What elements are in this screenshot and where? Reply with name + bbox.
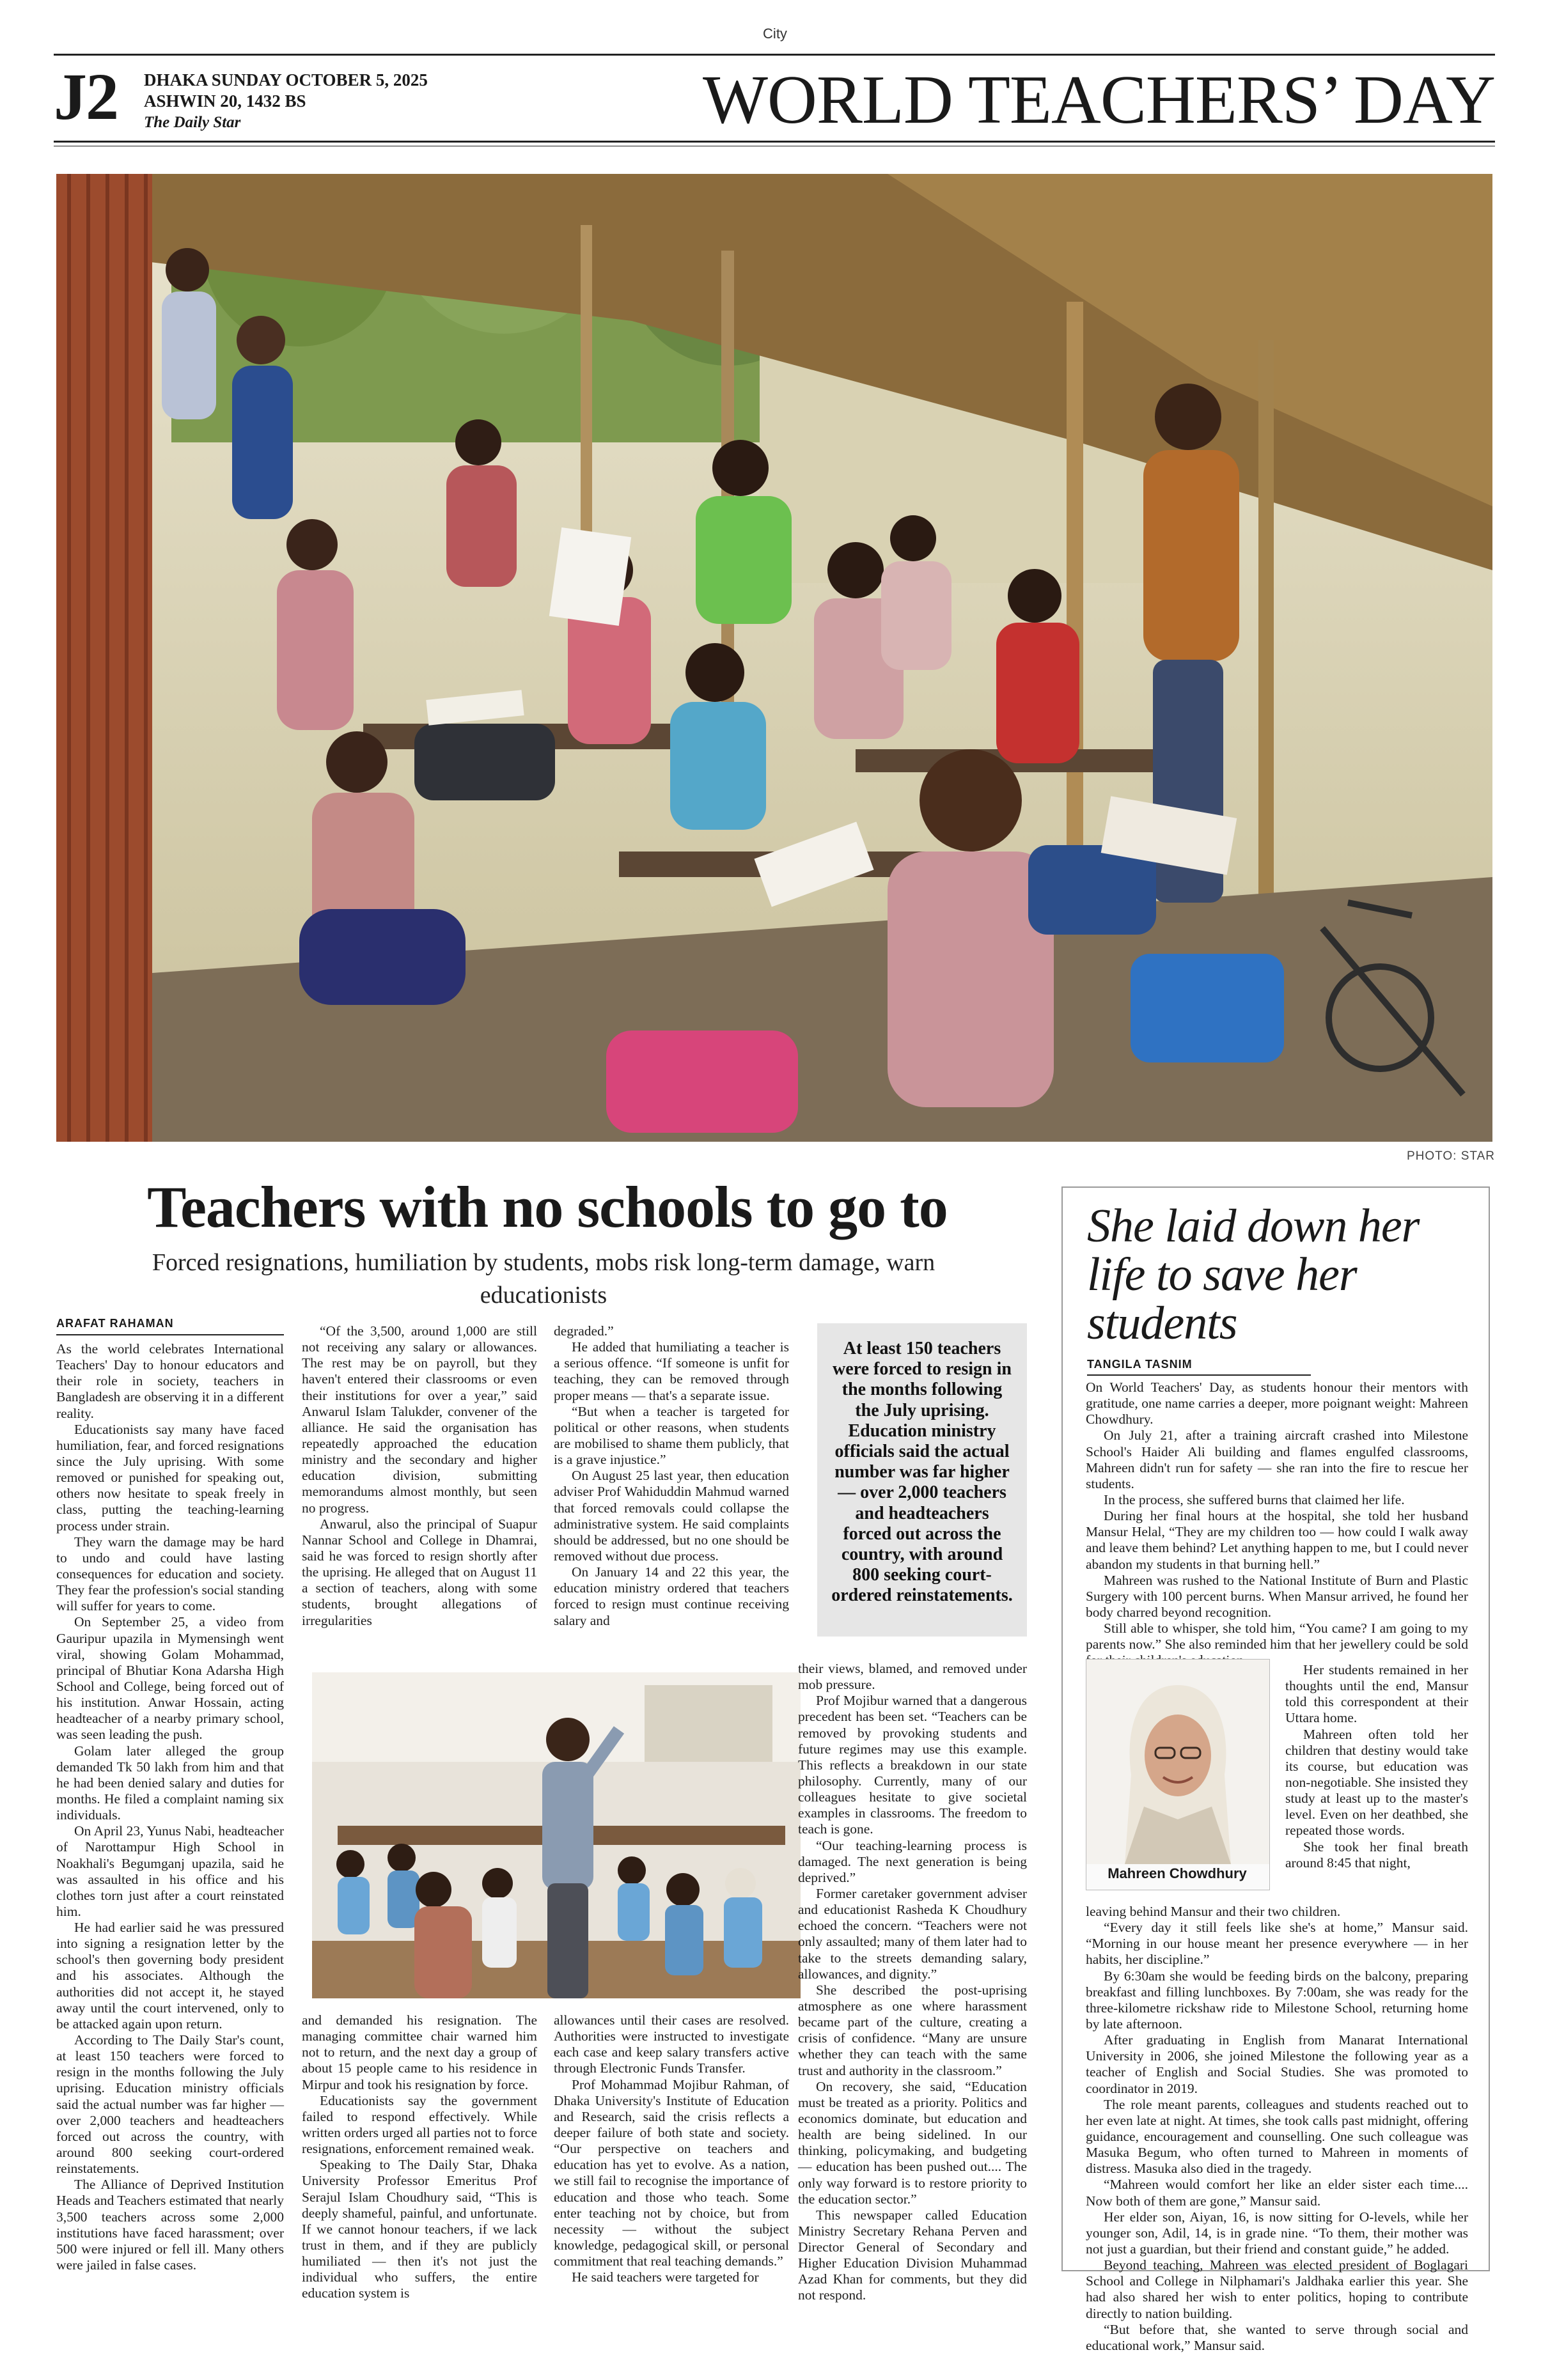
sidebar-paragraph: Mahreen was rushed to the National Institute of Burn and Plastic Surgery with 100 percent burns. When Mansur arrived, he found her body charred beyond recognition. <box>1086 1572 1468 1620</box>
masthead-logo: The Daily Star <box>144 114 241 131</box>
article-paragraph: They warn the damage may be hard to undo and could have lasting consequences for education and society. They fear the profession's social standing will suffer for years to come. <box>56 1534 284 1614</box>
byline-rule <box>56 1334 284 1335</box>
sidebar-byline-rule <box>1087 1374 1311 1376</box>
sidebar-column-bottom <box>1086 1904 1468 2354</box>
article-paragraph: Speaking to The Daily Star, Dhaka University Professor Emeritus Prof Serajul Islam Choudhury said, “This is deeply shameful, painful, and unfortunate. If we cannot honour teachers, if we lack trust in them, and if they are publicly humiliated — then it's not just the individual who suffers, the entire education system is <box>302 2157 537 2301</box>
inset-photo-teacher-classroom <box>312 1672 801 1998</box>
article-headline: Teachers with no schools to go to <box>147 1174 948 1240</box>
sidebar-paragraph: Her students remained in her thoughts until the end, Mansur told this correspondent at their Uttara home. <box>1285 1662 1468 1726</box>
sidebar-paragraph: “But before that, she wanted to serve through social and educational work,” Mansur said. <box>1086 2321 1468 2353</box>
header-top-rule <box>54 54 1495 56</box>
pull-quote: At least 150 teachers were forced to resign in the months following the July uprising. Education ministry officials said the actual number was far higher — over 2,000 teachers and headteachers forced out across the country, with around 800 seeking court-ordered reinstatements. <box>817 1323 1027 1637</box>
article-paragraph: According to The Daily Star's count, at least 150 teachers were forced to resign in the months following the July uprising. Education ministry officials said the actual number was far higher — over 2,000 teachers and headteachers forced out across the country, with around 800 seeking court-ordered reinstatements. <box>56 2032 284 2177</box>
header-bottom-rule <box>54 141 1495 143</box>
sidebar-paragraph: The role meant parents, colleagues and students reached out to her even late at night. At times, she took calls past midnight, offering guidance, encouragement and counselling. One such colleague was Masuka Begum, who often turned to Mahreen in moments of distress. Masuka also died in the tragedy. <box>1086 2096 1468 2177</box>
sidebar-paragraph: Mahreen often told her children that destiny would take its course, but education was non-negotiable. She insisted they study at least up to the master's level. Even on her deathbed, she repeated those words. <box>1285 1726 1468 1839</box>
article-column-2-bottom <box>302 2012 537 2302</box>
article-paragraph: On August 25 last year, then education adviser Prof Wahiduddin Mahmud warned that forced removals could collapse the administrative system. He said complaints should be addressed, but no one should be removed without due process. <box>554 1468 789 1564</box>
article-paragraph: Golam later alleged the group demanded Tk 50 lakh from him and that he had been denied salary and duties for months. He filed a complaint naming six individuals. <box>56 1743 284 1823</box>
sidebar-paragraph: “Every day it still feels like she's at home,” Mansur said. “Morning in our house meant her presence everywhere — in her habits, her discipline.” <box>1086 1920 1468 1968</box>
portrait-caption: Mahreen Chowdhury <box>1108 1865 1247 1881</box>
page-title: WORLD TEACHERS’ DAY <box>702 62 1495 138</box>
sidebar-paragraph: On World Teachers' Day, as students honour their mentors with gratitude, one name carries a deeper, more poignant weight: Mahreen Chowdhury. <box>1086 1380 1468 1427</box>
article-paragraph: their views, blamed, and removed under mob pressure. <box>798 1661 1027 1693</box>
sidebar-column-side <box>1285 1662 1468 1871</box>
article-paragraph: “But when a teacher is targeted for political or other reasons, when students are mobilised to shame them publicly, that is a grave injustice.” <box>554 1403 789 1468</box>
sidebar-headline: She laid down her life to save her students <box>1087 1200 1420 1350</box>
sidebar-paragraph: leaving behind Mansur and their two children. <box>1086 1904 1341 1919</box>
sidebar-paragraph: Her elder son, Aiyan, 16, is now sitting for O-levels, while her younger son, Adil, 14, is in grade nine. “To them, their mother was not just a guardian, but their friend and constant guide,” he added. <box>1086 2209 1468 2257</box>
sidebar-byline: TANGILA TASNIM <box>1087 1358 1193 1371</box>
article-byline: ARAFAT RAHAMAN <box>56 1317 174 1330</box>
article-column-3-bottom <box>554 2012 789 2285</box>
article-paragraph: On January 14 and 22 this year, the education ministry ordered that teachers forced to resign must continue receiving salary and <box>554 1564 789 1628</box>
article-paragraph: The Alliance of Deprived Institution Heads and Teachers estimated that nearly 3,500 teachers across some 2,000 institutions have faced harassment; over 500 were injured or fell ill. Many others were jailed in false cases. <box>56 2177 284 2273</box>
article-paragraph: “Of the 3,500, around 1,000 are still not receiving any salary or allowances. The rest may be on payroll, but they haven't entered their classrooms or even their institutions for over a year,” said Anwarul Islam Talukder, convener of the alliance. He said the organisation has repeatedly approached the education ministry and the secondary and higher education division, submitting memorandums almost monthly, but seen no progress. <box>302 1323 537 1516</box>
sidebar-paragraph: She took her final breath around 8:45 that night, <box>1285 1839 1468 1871</box>
section-label: City <box>763 26 787 42</box>
article-paragraph: “Our teaching-learning process is damaged. The next generation is being deprived.” <box>798 1837 1027 1885</box>
dateline-bengali-date: ASHWIN 20, 1432 BS <box>144 91 306 111</box>
article-subheadline: Forced resignations, humiliation by students, mobs risk long-term damage, warn educationists <box>152 1249 935 1309</box>
article-paragraph: On recovery, she said, “Education must be treated as a priority. Politics and economics dominate, but education and health are being sidelined. In our thinking, policymaking, and budgeting — education has been pushed out.... The only way forward is to restore priority to the education sector.” <box>798 2078 1027 2207</box>
article-paragraph: allowances until their cases are resolved. Authorities were instructed to investigate each case and keep salary transfers active through Electronic Funds Transfer. <box>554 2012 789 2076</box>
article-paragraph: Prof Mohammad Mojibur Rahman, of Dhaka University's Institute of Education and Research, said the crisis reflects a deeper failure of both state and society. “Our perspective on teachers and education has yet to evolve. As a nation, we still fail to recognise the importance of education and those who teach. Some enter teaching not by choice, but from necessity — without the subject knowledge, pedagogical skill, or personal commitment that real teaching demands.” <box>554 2076 789 2269</box>
article-paragraph: He had earlier said he was pressured into signing a resignation letter by the school's then governing body president and his associates. Although the authorities did not accept it, he stayed away until the court intervened, only to be attacked again upon return. <box>56 1920 284 2032</box>
article-paragraph: Educationists say the government failed to respond effectively. While written orders urged all parties not to force resignations, enforcement remained weak. <box>302 2092 537 2157</box>
article-column-2-top <box>302 1323 537 1629</box>
article-paragraph: This newspaper called Education Ministry Secretary Rehana Perven and Director General of Secondary and Higher Education Division Muhammad Azad Khan for comments, but they did not respond. <box>798 2207 1027 2303</box>
article-paragraph: He added that humiliating a teacher is a serious offence. “If someone is unfit for teaching, they can be removed through proper means — that's a separate issue. <box>554 1339 789 1403</box>
article-column-3-top <box>554 1323 789 1629</box>
sidebar-paragraph: In the process, she suffered burns that claimed her life. <box>1104 1491 1405 1507</box>
sidebar-paragraph: Beyond teaching, Mahreen was elected president of Boglagari School and College in Nilphamari's Jaldhaka earlier this year. She had also shared her wish to enter politics, hoping to contribute directly to nation building. <box>1086 2257 1468 2321</box>
article-column-1 <box>56 1341 284 2273</box>
sidebar-paragraph: After graduating in English from Manarat International University in 2006, she joined Milestone the following year as a teacher of English and Social Studies. She was promoted to coordinator in 2019. <box>1086 2032 1468 2096</box>
sidebar-paragraph: Still able to whisper, she told him, “You came? I am going to my parents now.” She also reminded him that her jewellery could be sold <box>1086 1621 1468 1653</box>
sidebar-paragraph: “Mahreen would comfort her like an elder sister each time.... Now both of them are gone,” Mansur said. <box>1086 2177 1468 2209</box>
article-paragraph: Prof Mojibur warned that a dangerous precedent has been set. “Teachers can be removed by provoking students and future regimes may use this example. This reflects a breakdown in our state philosophy. Currently, many of our colleagues hesitate to give societal examples in classrooms. The freedom to teach is gone. <box>798 1693 1027 1837</box>
page-number: J2 <box>54 60 118 134</box>
article-paragraph: On April 23, Yunus Nabi, headteacher of Narottampur High School in Noakhali's Begumganj upazila, said he was assaulted in his office and his clothes torn just after a court reinstated him. <box>56 1823 284 1919</box>
main-photo-classroom <box>56 174 1492 1142</box>
article-column-4 <box>798 1661 1027 2304</box>
article-paragraph: Educationists say many have faced humiliation, fear, and forced resignations since the July uprising. With some removed or punished for speaking out, others now hesitate to speak freely in class, putting the teaching-learning process under strain. <box>56 1421 284 1534</box>
article-paragraph: She described the post-uprising atmosphere as one where harassment became part of the culture, creating a crisis of confidence. “Many are unsure whether they can teach with the same trust and authority in the classroom.” <box>798 1982 1027 2078</box>
article-paragraph: Anwarul, also the principal of Suapur Nannar School and College in Dhamrai, said he was forced to resign shortly after the uprising. He alleged that on August 11 a section of teachers, along with some students, brought allegations of irregularities <box>302 1516 537 1628</box>
article-paragraph: and demanded his resignation. The managing committee chair warned him not to return, and the next day a group of about 15 people came to his residence in Mirpur and took his resignation by force. <box>302 2012 537 2092</box>
article-paragraph: Former caretaker government adviser and educationist Rasheda K Choudhury echoed the concern. “Teachers were not only assaulted; many of them later had to take to the streets demanding salary, allowances, and dignity.” <box>798 1885 1027 1982</box>
dateline-date: DHAKA SUNDAY OCTOBER 5, 2025 <box>144 70 428 89</box>
article-paragraph: degraded.” <box>554 1323 614 1339</box>
sidebar-column-top <box>1086 1380 1468 1669</box>
article-paragraph: On September 25, a video from Gauripur upazila in Mymensingh went viral, showing Golam Mohammad, principal of Bhutiar Kona Adarsha High School and College, being forced out of his institution. Anwar Hossain, acting headteacher of a nearby primary school, was seen leading the push. <box>56 1614 284 1743</box>
article-paragraph: He said teachers were targeted for <box>572 2269 759 2285</box>
sidebar-paragraph: During her final hours at the hospital, she told her husband Mansur Helal, “They are my children too — how could I walk away and leave them behind? Let anything happen to me, but I could never abandon my students in that burning hell.” <box>1086 1508 1468 1572</box>
article-paragraph: As the world celebrates International Teachers' Day to honour educators and their role in society, teachers in Bangladesh are observing it in a different reality. <box>56 1341 284 1421</box>
sidebar-paragraph: On July 21, after a training aircraft crashed into Milestone School's Haider Ali building and flames engulfed classrooms, Mahreen didn't run for safety — she ran into the fire to rescue her students. <box>1086 1427 1468 1491</box>
sidebar-paragraph: By 6:30am she would be feeding birds on the balcony, preparing breakfast and filling lunchboxes. By 7:00am, she was ready for the three-kilometre rickshaw ride to Milestone School, returning home by late afternoon. <box>1086 1968 1468 2032</box>
photo-credit: PHOTO: STAR <box>1406 1149 1495 1163</box>
portrait-photo-mahreen-chowdhury <box>1086 1659 1270 1890</box>
